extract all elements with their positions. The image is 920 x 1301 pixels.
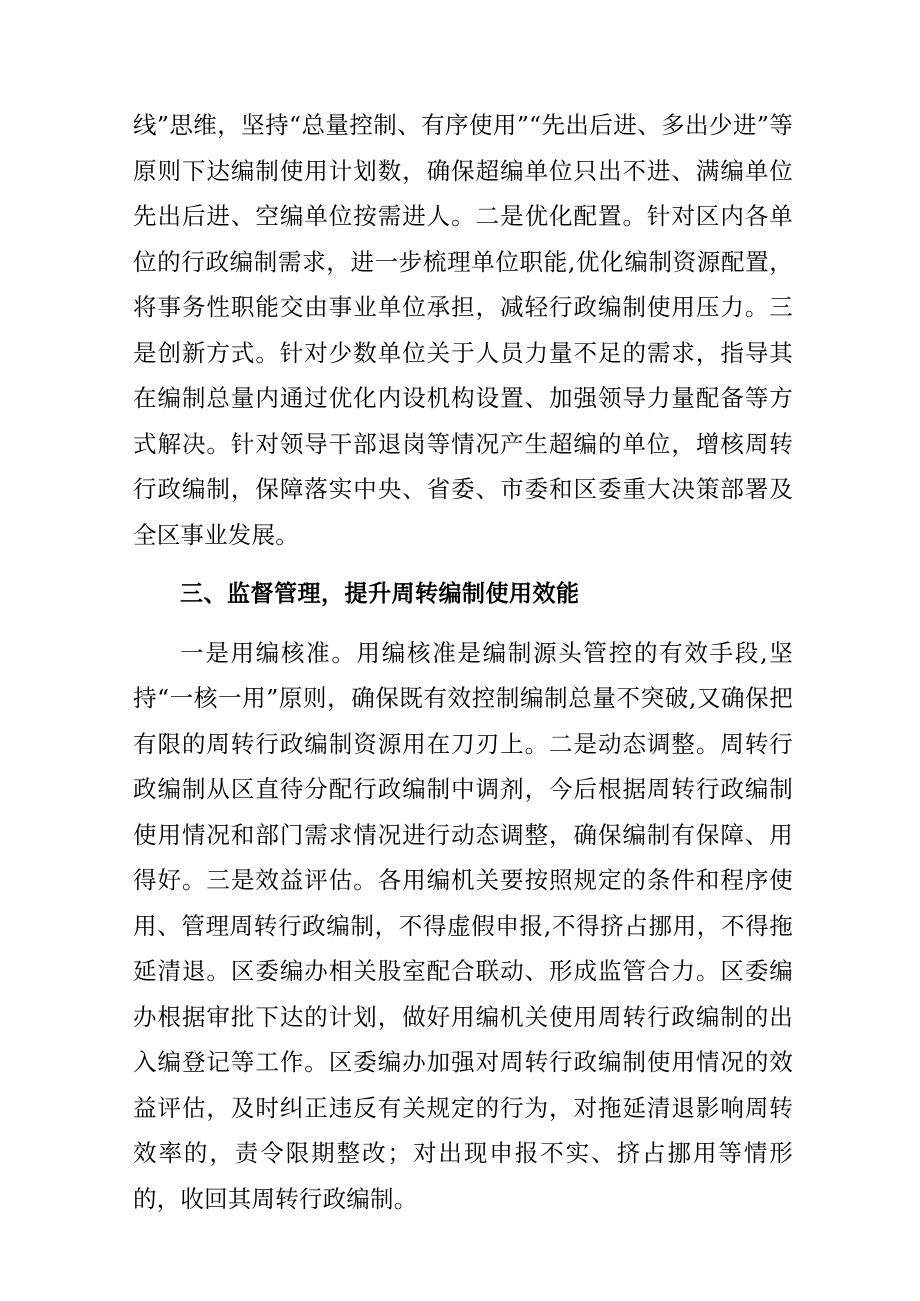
paragraph-continued: 线”思维，坚持“总量控制、有序使用”“先出后进、多出少进”等原则下达编制使用计划数，确保超编单位只出不进、满编单位先出后进、空编单位按需进人。二是优化配置。针对区内各单位的行政编制需求，进一步梳理单位职能,优化编制资源配置，将事务性职能交由事业单位承担，减轻行政编制使用压力。三是创新方式。针对少数单位关于人员力量不足的需求，指导其在编制总量内通过优化内设机构设置、加强领导力量配备等方式解决。针对领导干部退岗等情况产生超编的单位，增核周转行政编制，保障落实中央、省委、市委和区委重大决策部署及全区事业发展。 — [133, 111, 793, 549]
paragraph-supervision: 一是用编核准。用编核准是编制源头管控的有效手段,坚持“一核一用”原则，确保既有效控制编制总量不突破,又确保把有限的周转行政编制资源用在刀刃上。二是动态调整。周转行政编制从区直待分配行政编制中调剂，今后根据周转行政编制使用情况和部门需求情况进行动态调整，确保编制有保障、用得好。三是效益评估。各用编机关要按照规定的条件和程序使用、管理周转行政编制，不得虚假申报,不得挤占挪用，不得拖延清退。区委编办相关股室配合联动、形成监管合力。区委编办根据审批下达的计划，做好用编机关使用周转行政编制的出入编登记等工作。区委编办加强对周转行政编制使用情况的效益评估，及时纠正违反有关规定的行为，对拖延清退影响周转效率的，责令限期整改；对出现申报不实、挤占挪用等情形的，收回其周转行政编制。 — [133, 638, 793, 1213]
document-page — [133, 103, 793, 1222]
section-heading: 三、监督管理，提升周转编制使用效能 — [180, 581, 580, 607]
